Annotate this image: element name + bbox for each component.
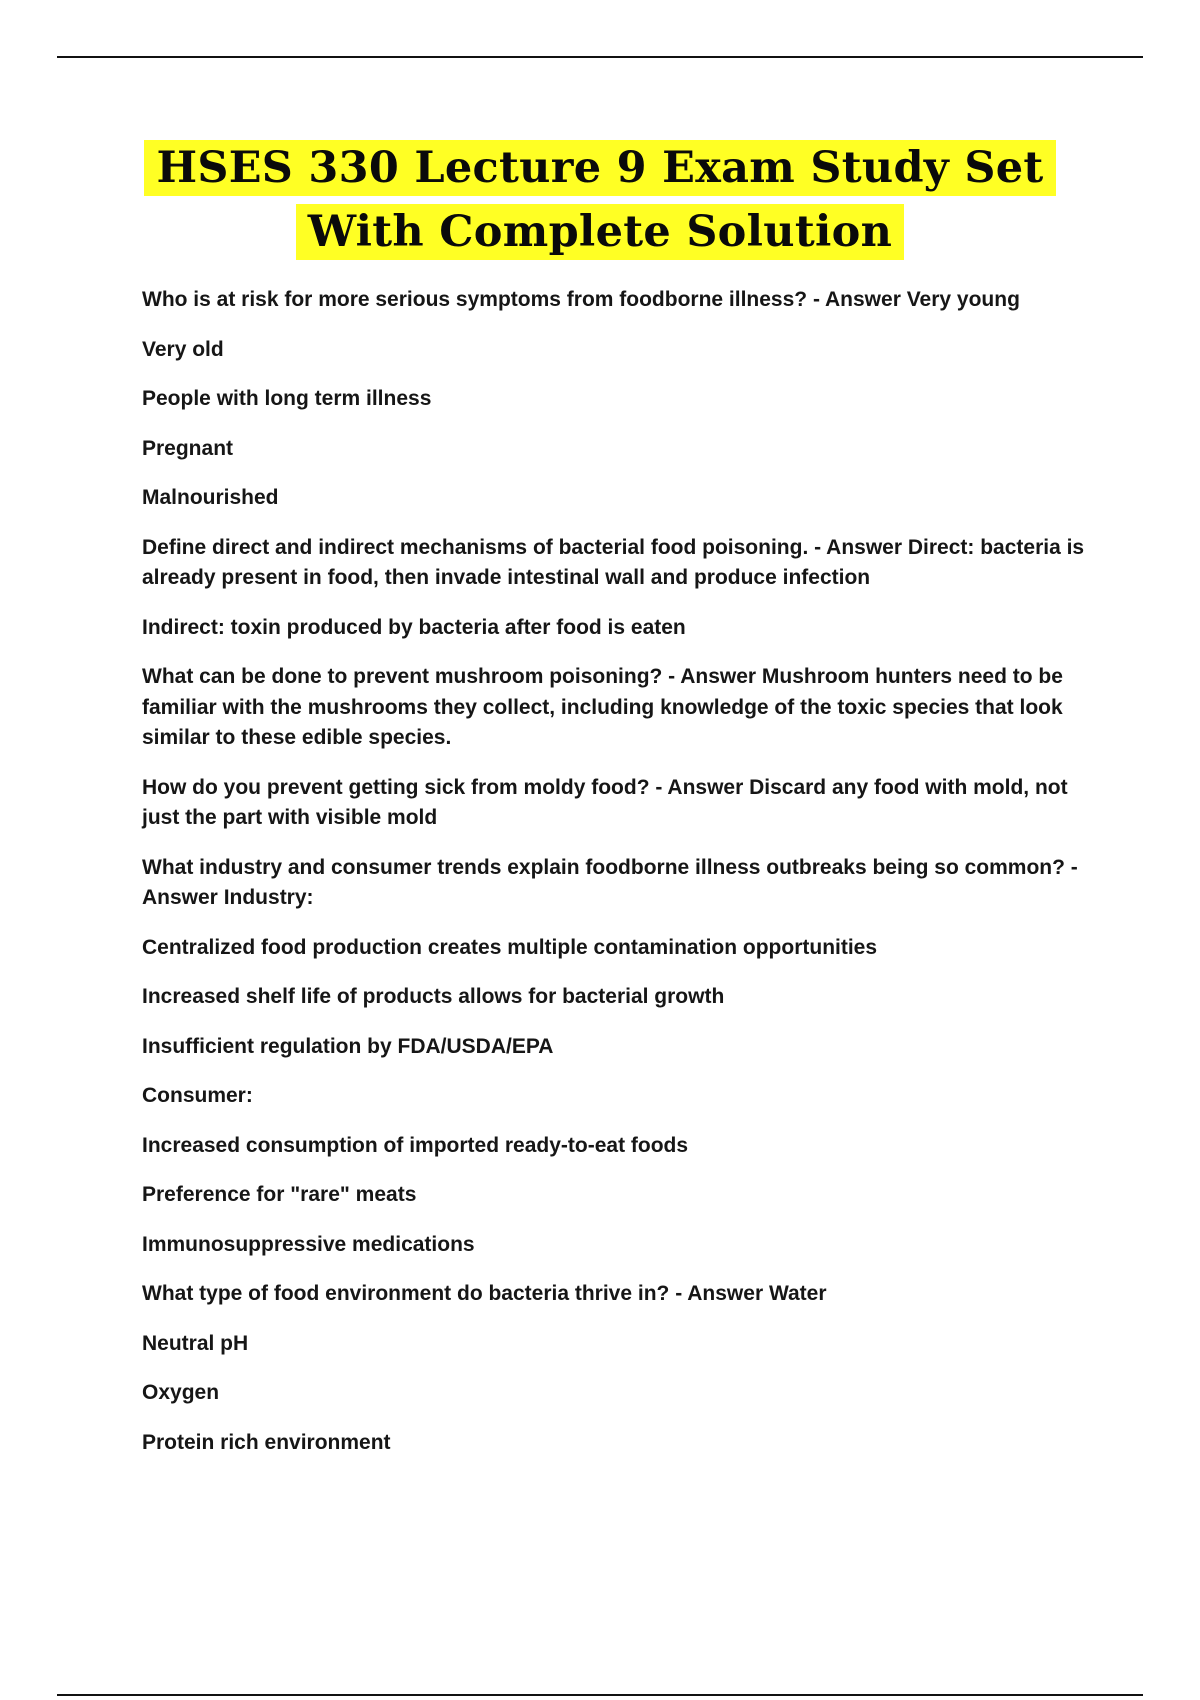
question-moldy-food: How do you prevent getting sick from moldy food? - Answer Discard any food with mold, not just the part with visible mold <box>142 775 1068 829</box>
top-rule <box>57 56 1143 58</box>
answer-item: Malnourished <box>142 486 279 509</box>
answer-item: Increased consumption of imported ready-to-eat foods <box>142 1133 689 1157</box>
answer-item: Very old <box>142 337 224 361</box>
answer-item: Preference for "rare" meats <box>142 1183 417 1206</box>
title-line-1: HSES 330 Lecture 9 Exam Study Set <box>144 140 1055 196</box>
answer-item: Protein rich environment <box>142 1430 391 1454</box>
answer-item: People with long term illness <box>142 387 432 410</box>
bottom-rule <box>57 1694 1143 1696</box>
question-mechanisms: Define direct and indirect mechanisms of bacterial food poisoning. - Answer Direct: bacteria is already present in food, then invade intestinal wall and produce infection <box>142 535 1085 589</box>
question-at-risk: Who is at risk for more serious symptoms from foodborne illness? - Answer Very young <box>142 288 1020 311</box>
answer-item: Pregnant <box>142 436 234 460</box>
answer-item: Immunosuppressive medications <box>142 1232 475 1256</box>
document-body <box>142 285 1102 1477</box>
answer-item: Centralized food production creates multiple contamination opportunities <box>142 935 878 959</box>
answer-item: Indirect: toxin produced by bacteria after food is eaten <box>142 615 686 639</box>
answer-item: Oxygen <box>142 1381 220 1404</box>
question-mushroom: What can be done to prevent mushroom poisoning? - Answer Mushroom hunters need to be familiar with the mushrooms they collect, including knowledge of the toxic species that look similar to these edible species. <box>142 665 1063 749</box>
answer-item: Neutral pH <box>142 1331 249 1355</box>
title-line-2: With Complete Solution <box>296 204 904 260</box>
answer-item: Insufficient regulation by FDA/USDA/EPA <box>142 1034 554 1058</box>
answer-item: Increased shelf life of products allows for bacterial growth <box>142 985 725 1008</box>
document-title <box>0 140 1200 268</box>
question-environment: What type of food environment do bacteria thrive in? - Answer Water <box>142 1282 827 1305</box>
answer-item: Consumer: <box>142 1084 253 1107</box>
question-trends: What industry and consumer trends explain foodborne illness outbreaks being so common? - Answer Industry: <box>142 855 1078 909</box>
